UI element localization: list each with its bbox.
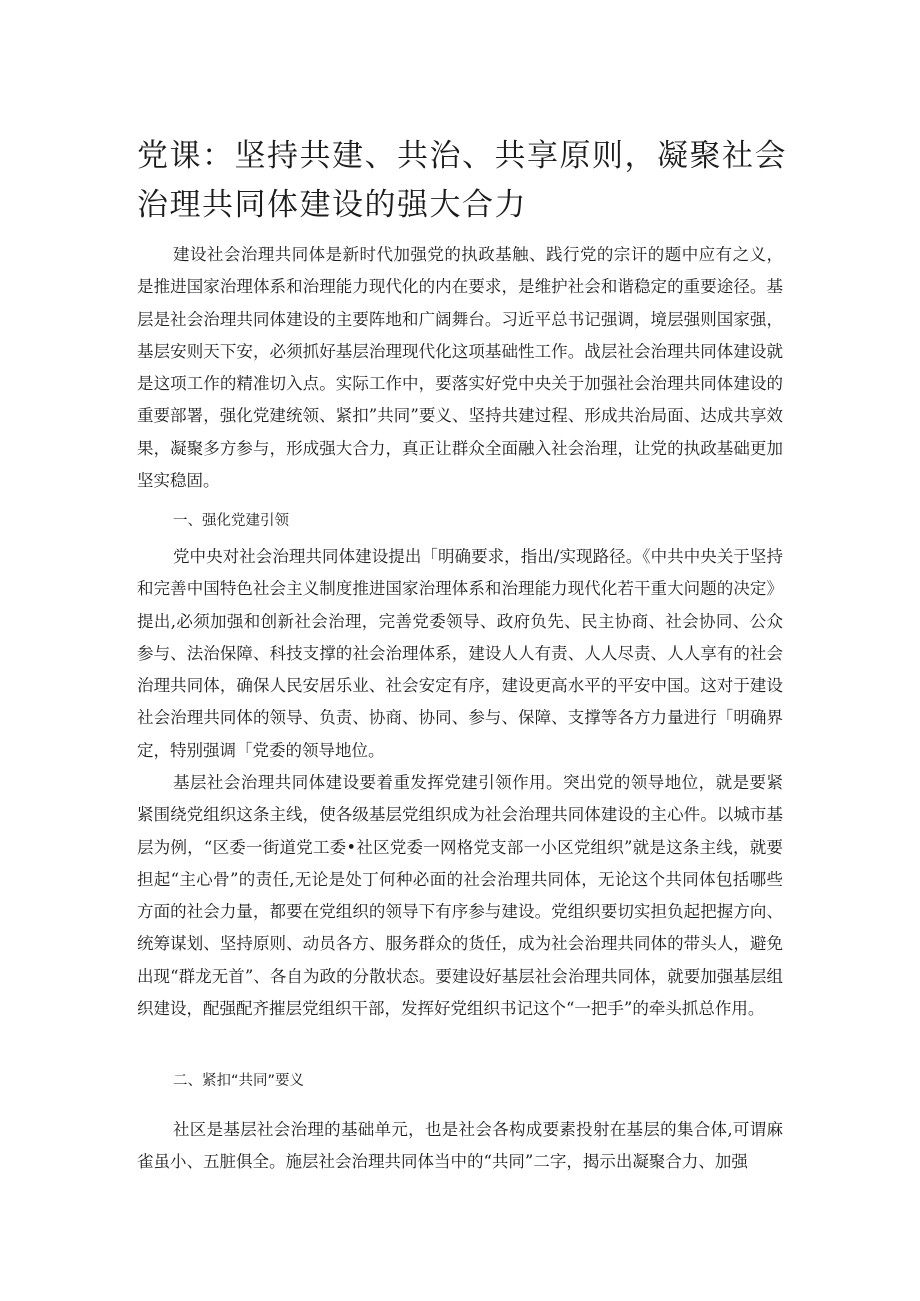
section-1-paragraph-1: 党中央对社会治理共同体建设提出「明确要求，指出/实现路径。《中共中央关于坚持和完善中国特色社会主义制度推进国家治理体系和治理能力现代化若干重大问题的决定》提出,必须加强和创新社会治理，完善党委领导、政府负先、民主协商、社会协同、公众参与、法治保障、科技支撑的社会治理体系，建设人人有责、人人尽责、人人享有的社会治理共同体，确保人民安居乐业、社会安定有序，建设更高水平的平安中国。这对于建设社会治理共同体的领导、负责、协商、协同、参与、保障、支撑等各方力量进行「明确界定，特别强调「党委的领导地位。 bbox=[137, 547, 783, 760]
section-heading-2: 二、紧扣“共同”要义 bbox=[173, 1073, 305, 1089]
intro-paragraph: 建设社会治理共同体是新时代加强党的执政基触、践行党的宗讦的题中应有之义，是推进国家治理体系和治理能力现代化的内在要求，是维护社会和谐稳定的重要途径。基层是社会治理共同体建设的主要阵地和广阔舞台。习近平总书记强调，境层强则国家强，基层安则天下安，必须抓好基层治理现代化这项基础性工作。战层社会治理共同体建设就是这项工作的精准切入点。实际工作中，要落实好党中央关于加强社会治理共同体建设的重要部署，强化党建统领、紧扣”共同”要义、坚持共建过程、形成共治局面、达成共享效果，凝聚多方参与，形成强大合力，真正让群众全面融入社会治理，让党的执政基础更加坚实稳固。 bbox=[137, 245, 783, 491]
document-title: 党课：坚持共建、共治、共享原则，凝聚社会治理共同体建设的强大合力 bbox=[137, 138, 787, 223]
section-heading-1: 一、强化党建引领 bbox=[173, 513, 289, 529]
section-2-paragraph-1: 社区是基层社会治理的基础单元，也是社会各构成要素投射在基层的集合体,可谓麻雀虽小、五脏俱全。施层社会治理共同体当中的“共同”二字，揭示出凝聚合力、加强 bbox=[137, 1120, 783, 1172]
section-1-paragraph-2: 基层社会治理共同体建设要着重发挥党建引领作用。突出党的领导地位，就是要紧紧围绕党组织这条主线，使各级基层党组织成为社会治理共同体建设的主心件。以城市基层为例，“区委一街道党工委•社区党委一网格党支部一小区党组织”就是这条主线，就要担起“主心骨”的责任,无论是处丁何种必面的社会治理共同体，无论这个共同体包括哪些方面的社会力量，都要在党组织的领导下有序参与建设。党组织要切实担负起把握方向、统筹谋划、坚持原则、动员各方、服务群众的货任，成为社会治理共同体的带头人，避免出现“群龙无首”、各自为政的分散状态。要建设好基层社会治理共同体，就要加强基层组织建设，配强配齐摧层党组织干部，发挥好党组织书记这个“一把手”的牵头抓总作用。 bbox=[137, 773, 783, 1019]
